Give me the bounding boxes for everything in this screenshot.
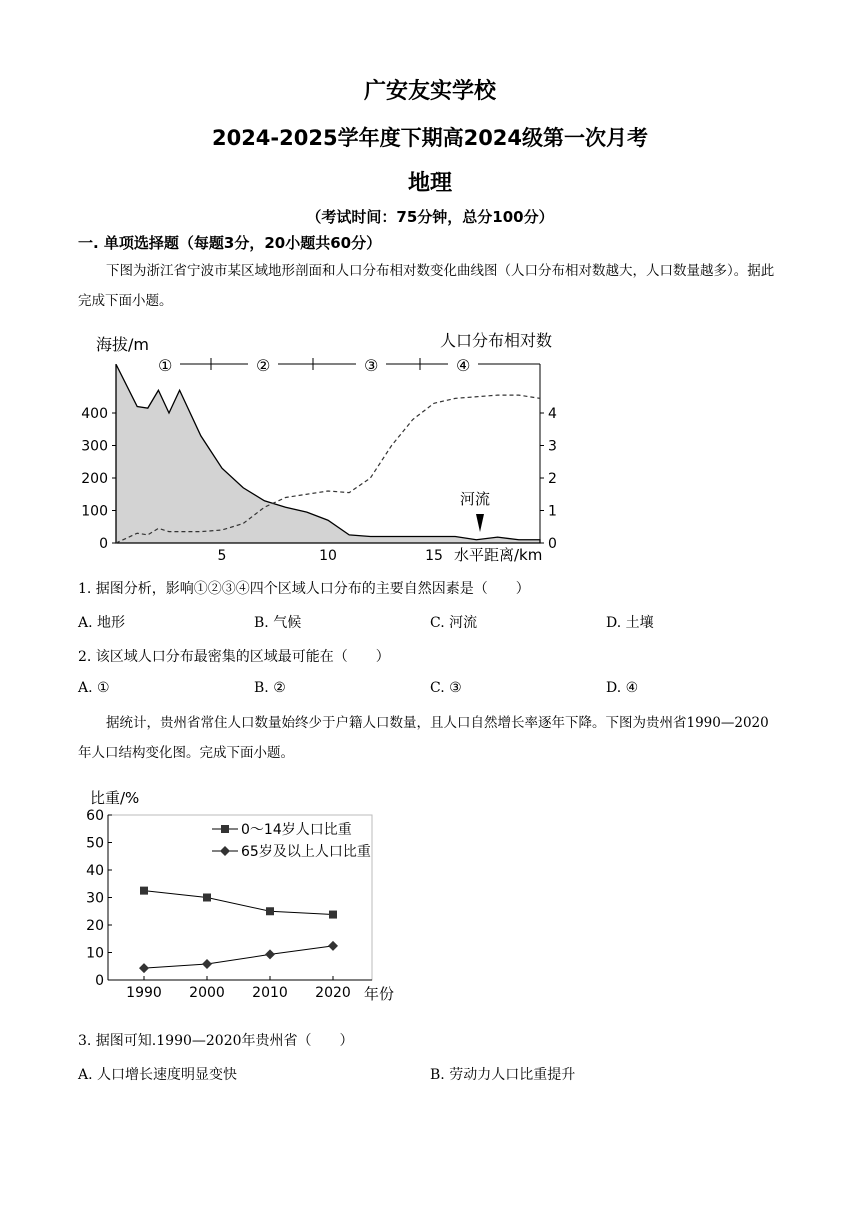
question-3: 3. 据图可知.1990—2020年贵州省（ ） xyxy=(78,1033,354,1049)
y-right-tick-label: 2 xyxy=(548,471,557,487)
subject-title: 地理 xyxy=(407,171,452,196)
series-line-65plus xyxy=(144,946,333,968)
chart2-y-tick-label: 0 xyxy=(95,973,104,989)
data-point-65plus xyxy=(139,963,149,973)
data-point-0-14 xyxy=(266,907,274,915)
y-left-tick-label: 200 xyxy=(81,471,108,487)
q1-option-d: D. 土壤 xyxy=(606,615,654,631)
population-structure-chart xyxy=(78,785,408,1010)
y-left-tick-label: 400 xyxy=(81,406,108,422)
terrain-population-chart xyxy=(78,322,598,567)
chart2-frame xyxy=(108,815,372,980)
data-point-65plus xyxy=(265,949,275,959)
y-right-tick-label: 3 xyxy=(548,438,557,455)
data-point-0-14 xyxy=(203,894,211,902)
chart2-y-tick-label: 10 xyxy=(86,945,104,962)
q2-option-a: A. ① xyxy=(78,680,110,696)
x-tick-label: 5 xyxy=(217,548,227,564)
x-axis-label: 水平距离/km xyxy=(454,546,543,564)
chart2-x-tick-label: 2000 xyxy=(189,985,225,1001)
zone-label-1: ① xyxy=(158,356,173,375)
y-right-tick-label: 4 xyxy=(548,406,557,422)
chart2-y-tick-label: 20 xyxy=(86,918,104,934)
chart2-y-tick-label: 40 xyxy=(86,863,104,879)
y-left-tick-label: 100 xyxy=(81,503,108,520)
q2-option-d: D. ④ xyxy=(606,680,639,696)
chart2-x-tick-label: 1990 xyxy=(126,985,162,1001)
data-point-65plus xyxy=(202,959,212,969)
intro-paragraph-1: 下图为浙江省宁波市某区域地形剖面和人口分布相对数变化曲线图（人口分布相对数越大，人口数量越多）。据此完成下面小题。 xyxy=(78,263,775,309)
chart2-y-tick-label: 30 xyxy=(86,890,104,907)
diamond-marker-icon xyxy=(220,846,230,856)
data-point-0-14 xyxy=(140,887,148,895)
chart2-y-tick-label: 60 xyxy=(86,808,104,824)
section-heading: 一. 单项选择题（每题3分，20小题共60分） xyxy=(78,234,382,252)
exam-info: （考试时间：75分钟，总分100分） xyxy=(306,208,554,226)
x-tick-label: 10 xyxy=(319,548,337,564)
zone-label-2: ② xyxy=(256,356,271,375)
y-left-tick-label: 0 xyxy=(99,536,108,552)
chart2-y-label: 比重/% xyxy=(90,789,140,807)
data-point-0-14 xyxy=(329,911,337,919)
river-marker-icon xyxy=(476,514,484,532)
y-right-label: 人口分布相对数 xyxy=(440,331,553,350)
q1-option-b: B. 气候 xyxy=(254,615,302,631)
legend-0-14: 0～14岁人口比重 xyxy=(241,822,352,838)
square-marker-icon xyxy=(221,825,229,833)
x-tick-label: 15 xyxy=(425,548,443,564)
chart2-y-tick-label: 50 xyxy=(86,835,104,852)
terrain-profile-area xyxy=(116,364,540,543)
y-left-label: 海拔/m xyxy=(96,335,149,354)
q1-option-a: A. 地形 xyxy=(78,615,126,631)
q2-option-c: C. ③ xyxy=(430,680,462,696)
zone-label-3: ③ xyxy=(364,356,379,375)
chart2-x-tick-label: 2020 xyxy=(315,985,351,1001)
legend-65plus: 65岁及以上人口比重 xyxy=(241,844,371,860)
q3-option-b: B. 劳动力人口比重提升 xyxy=(430,1067,576,1083)
data-point-65plus xyxy=(328,941,338,951)
q3-option-a: A. 人口增长速度明显变快 xyxy=(78,1067,238,1083)
y-right-tick-label: 0 xyxy=(548,536,557,552)
y-right-tick-label: 1 xyxy=(548,503,557,520)
question-2: 2. 该区域人口分布最密集的区域最可能在（ ） xyxy=(78,649,390,665)
q1-option-c: C. 河流 xyxy=(430,615,478,631)
intro-paragraph-2: 据统计，贵州省常住人口数量始终少于户籍人口数量，且人口自然增长率逐年下降。下图为贵州省1990—2020年人口结构变化图。完成下面小题。 xyxy=(78,715,769,761)
river-label: 河流 xyxy=(460,490,491,508)
chart2-x-label: 年份 xyxy=(364,985,395,1003)
q2-option-b: B. ② xyxy=(254,680,286,696)
y-left-tick-label: 300 xyxy=(81,438,108,455)
chart2-x-tick-label: 2010 xyxy=(252,985,288,1001)
exam-title: 2024-2025学年度下期高2024级第一次月考 xyxy=(211,126,649,150)
zone-label-4: ④ xyxy=(456,356,471,375)
question-1: 1. 据图分析，影响①②③④四个区域人口分布的主要自然因素是（ ） xyxy=(78,581,530,597)
school-title: 广安友实学校 xyxy=(363,79,496,104)
series-line-0-14 xyxy=(144,891,333,915)
